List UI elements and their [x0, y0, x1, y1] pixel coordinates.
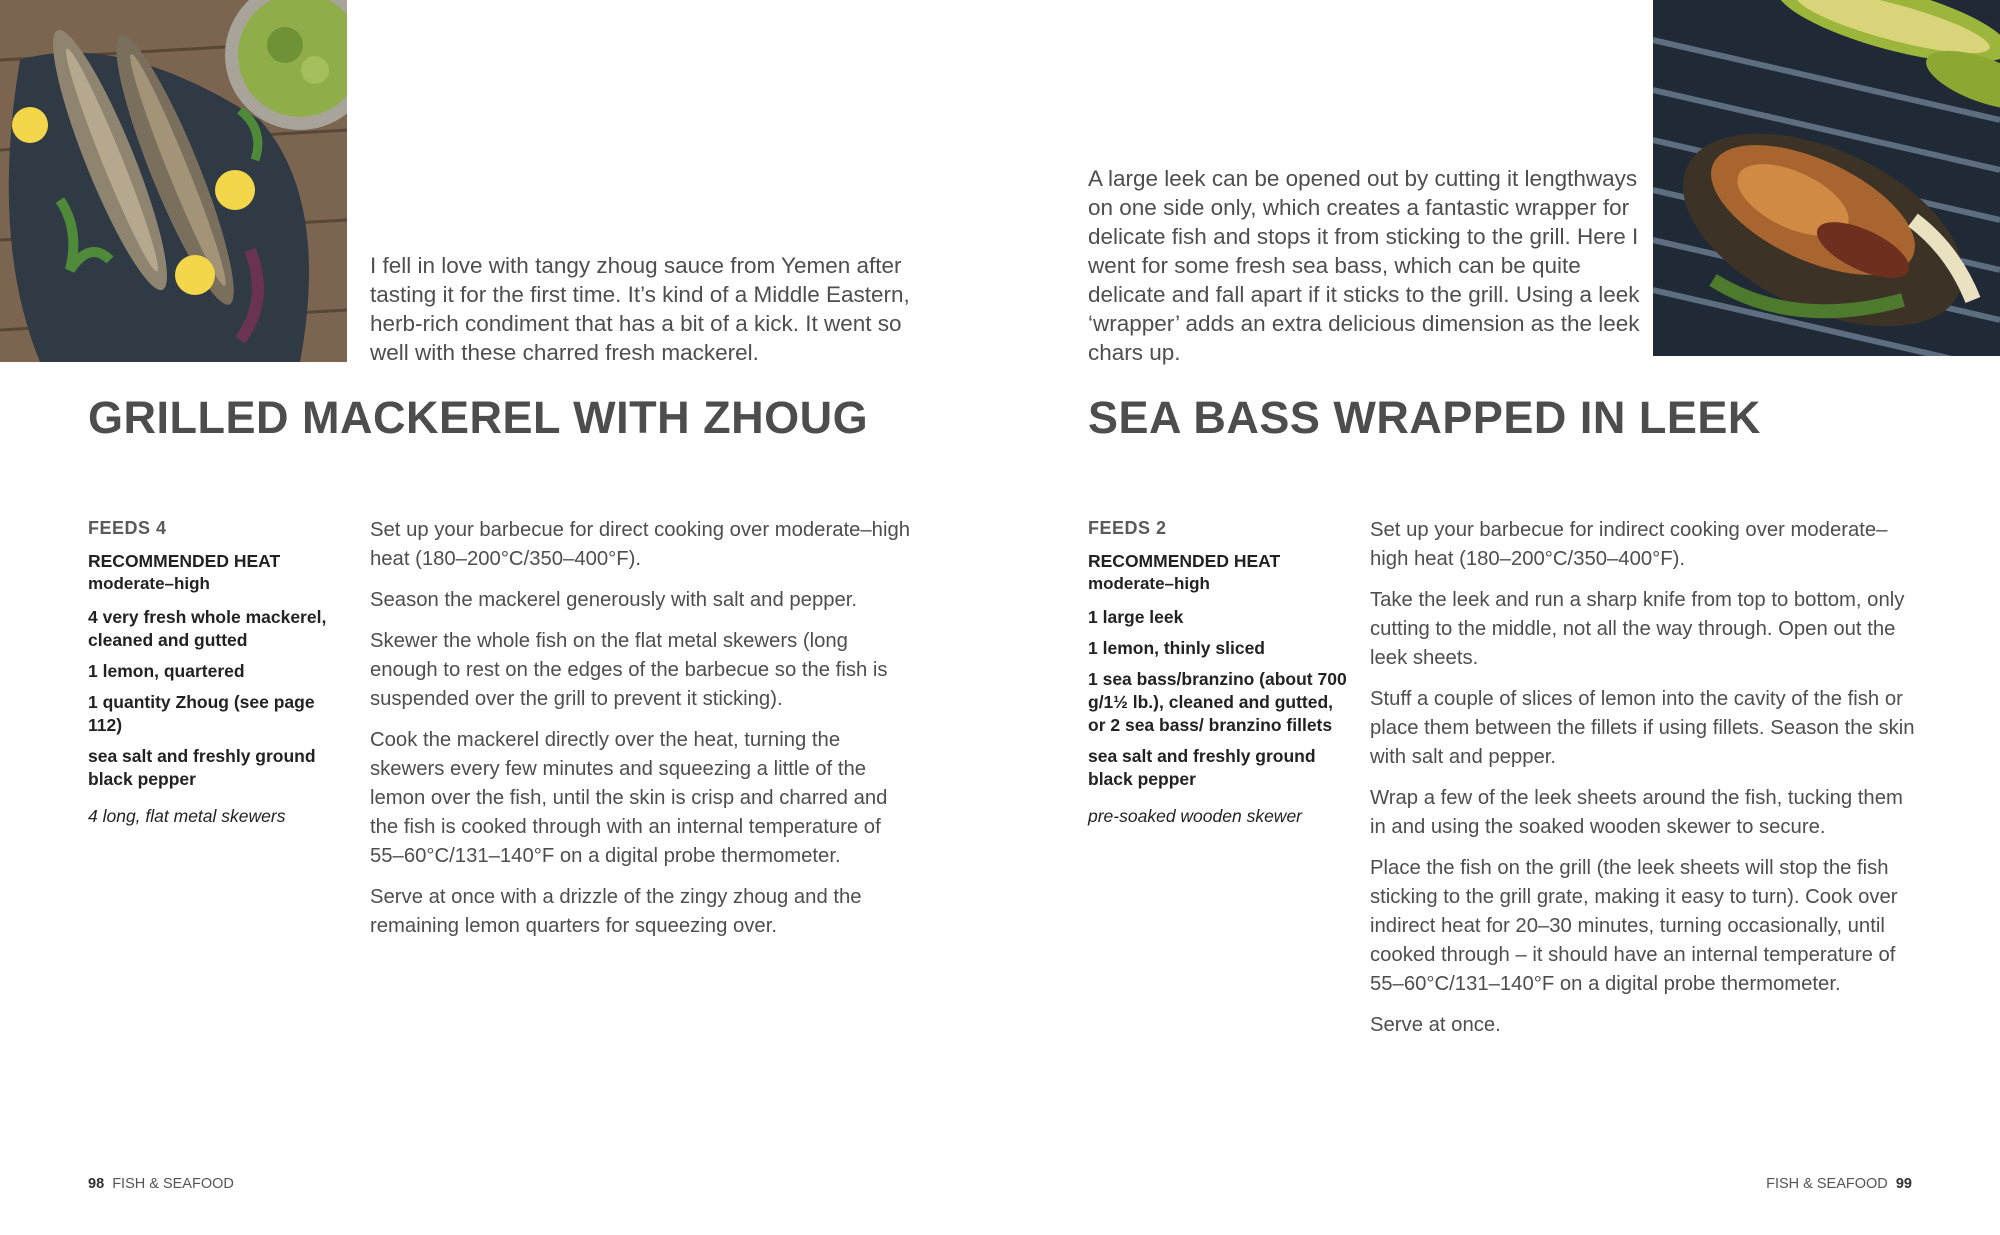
equipment-item: 4 long, flat metal skewers: [88, 806, 286, 826]
recipe-intro: A large leek can be opened out by cutting it lengthways on one side only, which creates a fantastic wrapper for delicate fish and stops it from sticking to the grill. Here I went for some fresh sea bass, which can be quite delicate and fall apart if it sticks to the grill. Using a leek ‘wrapper’ adds an extra delicious dimension as the leek chars up.: [1088, 166, 1640, 365]
sea-bass-photo: [1653, 0, 2000, 356]
page-number: 98: [88, 1176, 105, 1192]
ingredient-item: 4 very fresh whole mackerel, cleaned and gutted: [88, 607, 327, 650]
recipe-intro: I fell in love with tangy zhoug sauce from Yemen after tasting it for the first time. It’s kind of a Middle Eastern, herb-rich condiment that has a bit of a kick. It went so well with these charred fresh mackerel.: [370, 253, 910, 365]
heat-label: RECOMMENDED HEAT: [88, 551, 281, 571]
method-step: Set up your barbecue for direct cooking over moderate–high heat (180–200°C/350–400°F).: [370, 519, 911, 570]
ingredient-item: 1 quantity Zhoug (see page 112): [88, 692, 315, 735]
method-step: Season the mackerel generously with salt and pepper.: [370, 589, 858, 611]
method-steps: [370, 516, 918, 953]
heat-value: moderate–high: [1088, 574, 1210, 593]
method-step: Serve at once.: [1370, 1014, 1501, 1036]
heat-label: RECOMMENDED HEAT: [1088, 551, 1281, 571]
section-name: FISH & SEAFOOD: [112, 1176, 234, 1192]
ingredient-item: 1 lemon, quartered: [88, 661, 245, 681]
ingredients-panel: [88, 518, 350, 828]
section-name: FISH & SEAFOOD: [1766, 1176, 1888, 1192]
method-step: Wrap a few of the leek sheets around the fish, tucking them in and using the soaked wooden skewer to secure.: [1370, 787, 1903, 838]
ingredient-item: sea salt and freshly ground black pepper: [88, 746, 316, 789]
page-footer: [1766, 1176, 1912, 1192]
method-step: Take the leek and run a sharp knife from top to bottom, only cutting to the middle, not all the way through. Open out the leek sheets.: [1370, 589, 1905, 669]
equipment-item: pre-soaked wooden skewer: [1088, 806, 1303, 826]
method-step: Stuff a couple of slices of lemon into the cavity of the fish or place them between the fillets if using fillets. Season the skin with salt and pepper.: [1370, 688, 1915, 768]
mackerel-photo: [0, 0, 347, 362]
ingredients-panel: [1088, 518, 1350, 828]
servings-label: FEEDS 2: [1088, 518, 1167, 538]
method-step: Cook the mackerel directly over the heat, turning the skewers every few minutes and squeezing a little of the lemon over the fish, until the skin is crisp and charred and the fish is cooked through with an internal temperature of 55–60°C/131–140°F on a digital probe thermometer.: [370, 729, 888, 867]
recipe-title: SEA BASS WRAPPED IN LEEK: [1088, 392, 1761, 443]
method-steps: [1370, 516, 1915, 1052]
ingredient-item: 1 sea bass/branzino (about 700 g/1½ lb.), cleaned and gutted, or 2 sea bass/ branzino fillets: [1088, 669, 1347, 735]
page-footer: [88, 1176, 234, 1192]
page-number: 99: [1895, 1176, 1912, 1192]
method-step: Skewer the whole fish on the flat metal skewers (long enough to rest on the edges of the barbecue so the fish is suspended over the grill to prevent it sticking).: [370, 630, 888, 710]
method-step: Set up your barbecue for indirect cooking over moderate–high heat (180–200°C/350–400°F).: [1370, 519, 1888, 570]
servings-label: FEEDS 4: [88, 518, 167, 538]
heat-value: moderate–high: [88, 574, 210, 593]
ingredient-item: 1 large leek: [1088, 607, 1184, 627]
ingredient-item: sea salt and freshly ground black pepper: [1088, 746, 1316, 789]
method-step: Serve at once with a drizzle of the zingy zhoug and the remaining lemon quarters for squeezing over.: [370, 886, 862, 937]
method-step: Place the fish on the grill (the leek sheets will stop the fish sticking to the grill grate, making it easy to turn). Cook over indirect heat for 20–30 minutes, turning occasionally, until cooked through – it should have an internal temperature of 55–60°C/131–140°F on a digital probe thermometer.: [1370, 857, 1898, 995]
ingredient-item: 1 lemon, thinly sliced: [1088, 638, 1265, 658]
recipe-title: GRILLED MACKEREL WITH ZHOUG: [88, 392, 869, 443]
